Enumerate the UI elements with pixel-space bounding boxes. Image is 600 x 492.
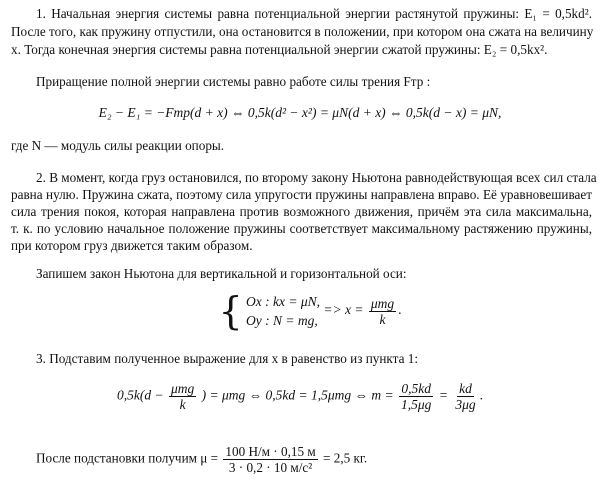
mass-eq-part-b: ) = μmg ⇔ 0,5kd = 1,5μmg ⇔ m = xyxy=(201,387,394,403)
paragraph-1-line-2: После того, как пружину отпустили, она остановится в положении, при котором она сжата на величину xyxy=(11,24,594,39)
left-brace: { xyxy=(218,289,243,333)
paragraph-1-line-1: 1. Начальная энергия системы равна потенциальной энергии растянутой пружины: E₁ = 0,5kd². xyxy=(36,6,592,21)
result-intro: После подстановки получим μ = xyxy=(36,450,219,466)
frac1-denominator: k xyxy=(179,397,186,412)
frac1-numerator: μmg xyxy=(171,381,195,396)
energy-equation-text: E₂ − E₁ = −Fтр(d + x) ⇔ 0,5k(d² − x²) = μN(d + x) ⇔ 0,5k(d − x) = μN, xyxy=(98,105,502,120)
reaction-force-note: где N — модуль силы реакции опоры. xyxy=(11,138,225,153)
work-intro: Приращение полной энергии системы равно работе силы трения Fтр : xyxy=(36,74,431,89)
energy-equation xyxy=(0,105,600,121)
p3-intro: 3. Подставим полученное выражение для x в равенство из пункта 1: xyxy=(36,351,418,366)
frac2-numerator: 0,5kd xyxy=(401,381,432,396)
paragraph-2-line-5: при котором груз движется таким образом. xyxy=(11,238,253,253)
newton-system xyxy=(0,289,600,333)
ox-equation: Ox : kx = μN, xyxy=(246,294,321,309)
paragraph-2-line-4: т. к. по условию начальное положение пружины соответствует максимальному растяжению пружины, xyxy=(11,221,592,236)
frac3-numerator: kd xyxy=(459,381,472,396)
result-fraction-denominator: 3 · 0,2 · 10 м/с² xyxy=(228,460,313,475)
paragraph-1-line-3: x. Тогда конечная энергия системы равна потенциальной энергии сжатой пружины: E₂ = 0,5kx². xyxy=(11,42,548,57)
paragraph-2-line-1: 2. В момент, когда груз остановился, по второму закону Ньютона равнодействующая всех сил стала xyxy=(36,170,597,185)
x-fraction-numerator: μmg xyxy=(370,295,395,311)
result-value: = 2,5 кг. xyxy=(323,450,368,466)
newton-end: . xyxy=(398,302,402,318)
newton-intro: Запишем закон Ньютона для вертикальной и горизонтальной оси: xyxy=(36,266,407,281)
mass-equation xyxy=(0,381,600,412)
frac2-denominator: 1,5μg xyxy=(401,397,432,412)
mass-eq-part-a: 0,5k(d − xyxy=(117,387,164,403)
oy-equation: Oy : N = mg, xyxy=(246,313,318,328)
paragraph-2-line-3: сила трения покоя, которая направлена против возможного движения, причём эта сила максимальна, xyxy=(11,204,592,219)
mass-eq-part-c: = xyxy=(438,387,448,403)
x-fraction-denominator: k xyxy=(379,311,386,327)
frac3-denominator: 3μg xyxy=(455,397,476,412)
paragraph-2-line-2: равна нулю. Пружина сжата, поэтому сила упругости пружины направлена вправо. Её уравновешивает xyxy=(11,187,592,202)
result-line xyxy=(36,444,600,475)
newton-arrow: => x = xyxy=(323,302,364,318)
result-fraction-numerator: 100 Н/м · 0,15 м xyxy=(225,444,316,459)
mass-eq-end: . xyxy=(479,387,483,403)
